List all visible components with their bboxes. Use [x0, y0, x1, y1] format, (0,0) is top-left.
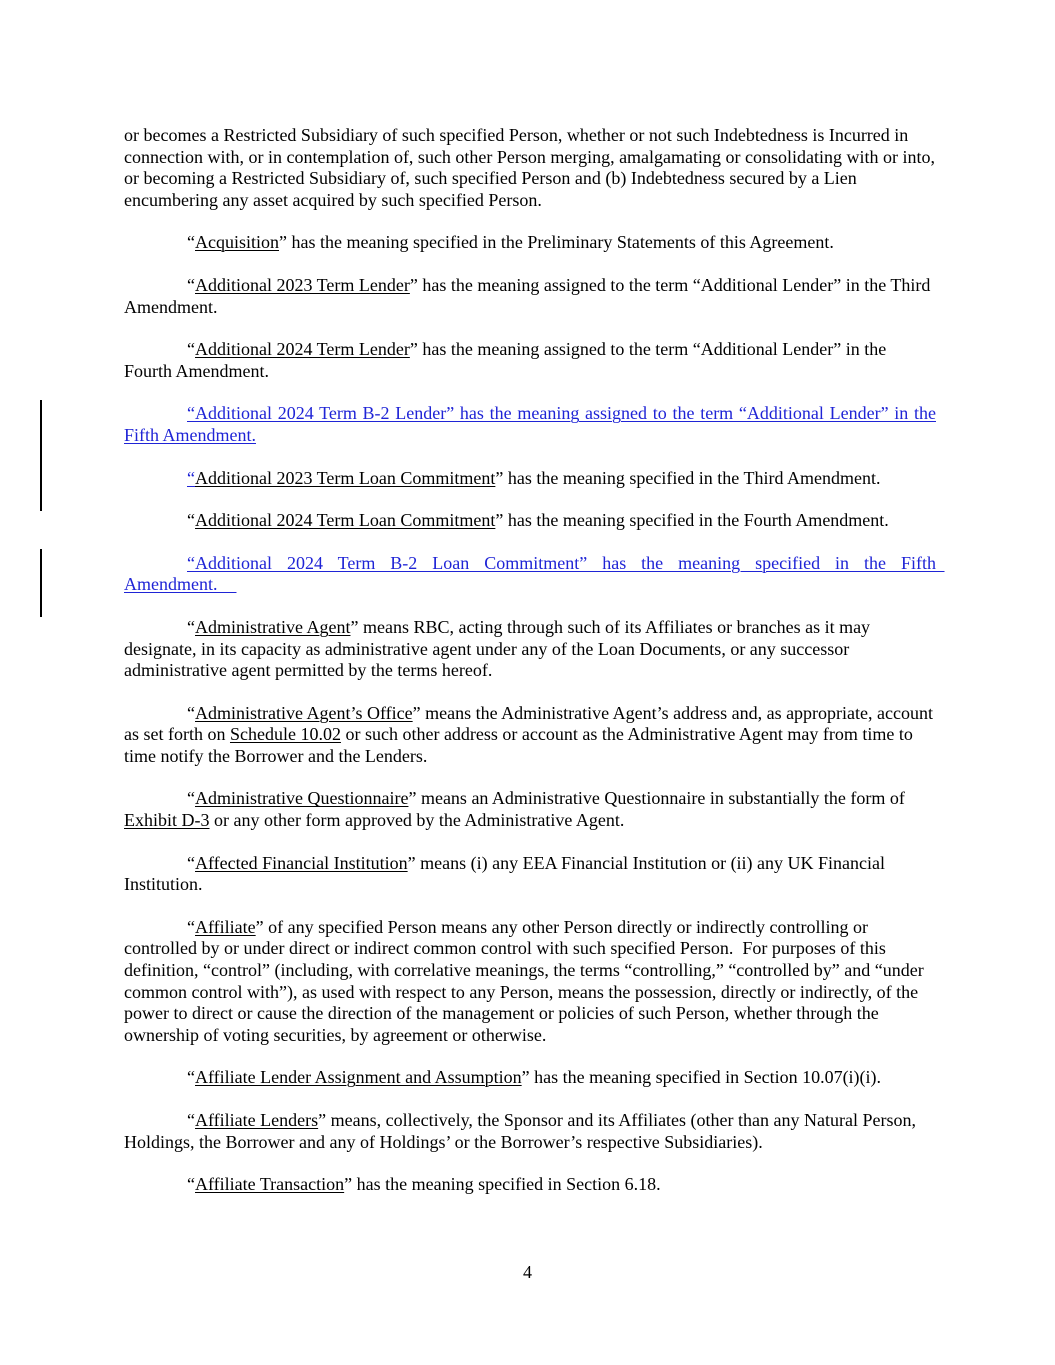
- definition-affiliate-transaction: “Affiliate Transaction” has the meaning specified in Section 6.18.: [187, 1174, 661, 1195]
- inserted-text: “Additional 2024 Term B-2 Lender” has the meaning assigned to the term “Additional Lender” in the Fifth Amendment.: [124, 403, 936, 445]
- defined-term: Affected Financial Institution: [195, 852, 408, 873]
- inserted-quote: “: [187, 467, 195, 488]
- change-bar: [40, 549, 42, 617]
- defined-term: Additional 2023 Term Lender: [195, 274, 410, 295]
- definition-additional-2024-term-lender: “Additional 2024 Term Lender” has the meaning assigned to the term “Additional Lender” in the Fourth Amendment.: [124, 339, 887, 381]
- definition-affected-financial-institution: “Affected Financial Institution” means (i) any EEA Financial Institution or (ii) any UK Financial Institution.: [124, 852, 886, 895]
- defined-term: Administrative Agent’s Office: [195, 702, 413, 723]
- cross-reference-schedule: Schedule 10.02: [229, 724, 341, 745]
- definition-administrative-agents-office: “Administrative Agent’s Office” means the Administrative Agent’s address and, as appropriate, account as set forth on Schedule 10.02 or such other address or account as the Administrative Agent may from time to time notify the Borrower and the Lenders.: [124, 702, 933, 766]
- definition-additional-2023-term-lender: “Additional 2023 Term Lender” has the meaning assigned to the term “Additional Lender” in the Third Amendment.: [124, 274, 931, 317]
- defined-term: Additional 2023 Term Loan Commitment: [195, 467, 496, 488]
- defined-term: Affiliate: [195, 916, 256, 937]
- document-body: [124, 125, 945, 1217]
- definition-additional-2024-term-loan-commitment: “Additional 2024 Term Loan Commitment” has the meaning specified in the Fourth Amendment.: [187, 510, 889, 531]
- definition-administrative-questionnaire: “Administrative Questionnaire” means an Administrative Questionnaire in substantially the form of Exhibit D-3 or any other form approved by the Administrative Agent.: [124, 788, 905, 831]
- intro-paragraph: or becomes a Restricted Subsidiary of such specified Person, whether or not such Indebtedness is Incurred in connection with, or in contemplation of, such other Person merging, amalgamating or consolidating with or into, or becoming a Restricted Subsidiary of, such specified Person and (b) Indebtedness secured by a Lien encumbering any asset acquired by such specified Person.: [124, 125, 936, 210]
- defined-term: Affiliate Lender Assignment and Assumption: [195, 1067, 522, 1088]
- definition-additional-2024-term-b2-loan-commitment-inserted: [124, 552, 945, 596]
- page-number: 4: [523, 1262, 532, 1282]
- defined-term: Additional 2024 Term Loan Commitment: [195, 510, 496, 531]
- defined-term: Administrative Agent: [195, 616, 351, 637]
- change-bar: [40, 400, 42, 511]
- defined-term: Acquisition: [195, 232, 279, 253]
- inserted-text: “Additional 2024 Term B-2 Loan Commitment” has the meaning specified in the Fifth Amendment.: [124, 552, 945, 595]
- definition-administrative-agent: “Administrative Agent” means RBC, acting through such of its Affiliates or branches as it may designate, in its capacity as administrative agent under any of the Loan Documents, or any successor administrative agent permitted by the terms hereof.: [124, 616, 871, 681]
- definition-affiliate-lender-assignment: “Affiliate Lender Assignment and Assumption” has the meaning specified in Section 10.07(i)(i).: [187, 1067, 882, 1088]
- defined-term: Affiliate Lenders: [195, 1110, 319, 1130]
- defined-term: Affiliate Transaction: [195, 1174, 345, 1195]
- definition-affiliate-lenders: “Affiliate Lenders” means, collectively, the Sponsor and its Affiliates (other than any Natural Person, Holdings, the Borrower and any of Holdings’ or the Borrower’s respective Subsidiaries).: [124, 1110, 916, 1152]
- definition-additional-2023-term-loan-commitment: “Additional 2023 Term Loan Commitment” has the meaning specified in the Third Amendment.: [187, 467, 881, 488]
- defined-term: Administrative Questionnaire: [195, 788, 409, 809]
- definition-acquisition: “Acquisition” has the meaning specified in the Preliminary Statements of this Agreement.: [187, 232, 834, 253]
- defined-term: Additional 2024 Term Lender: [195, 339, 410, 360]
- cross-reference-exhibit: Exhibit D-3: [124, 810, 210, 831]
- definition-additional-2024-term-b2-lender-inserted: [124, 403, 936, 446]
- definition-affiliate: “Affiliate” of any specified Person means any other Person directly or indirectly controlling or controlled by or under direct or indirect common control with such specified Person. For purposes of this definition, “control” (including, with correlative meanings, the terms “controlling,” “controlled by” and “under common control with”), as used with respect to any Person, means the possession, directly or indirectly, of the power to direct or cause the direction of the management or policies of such Person, whether through the ownership of voting securities, by agreement or otherwise.: [124, 916, 929, 1045]
